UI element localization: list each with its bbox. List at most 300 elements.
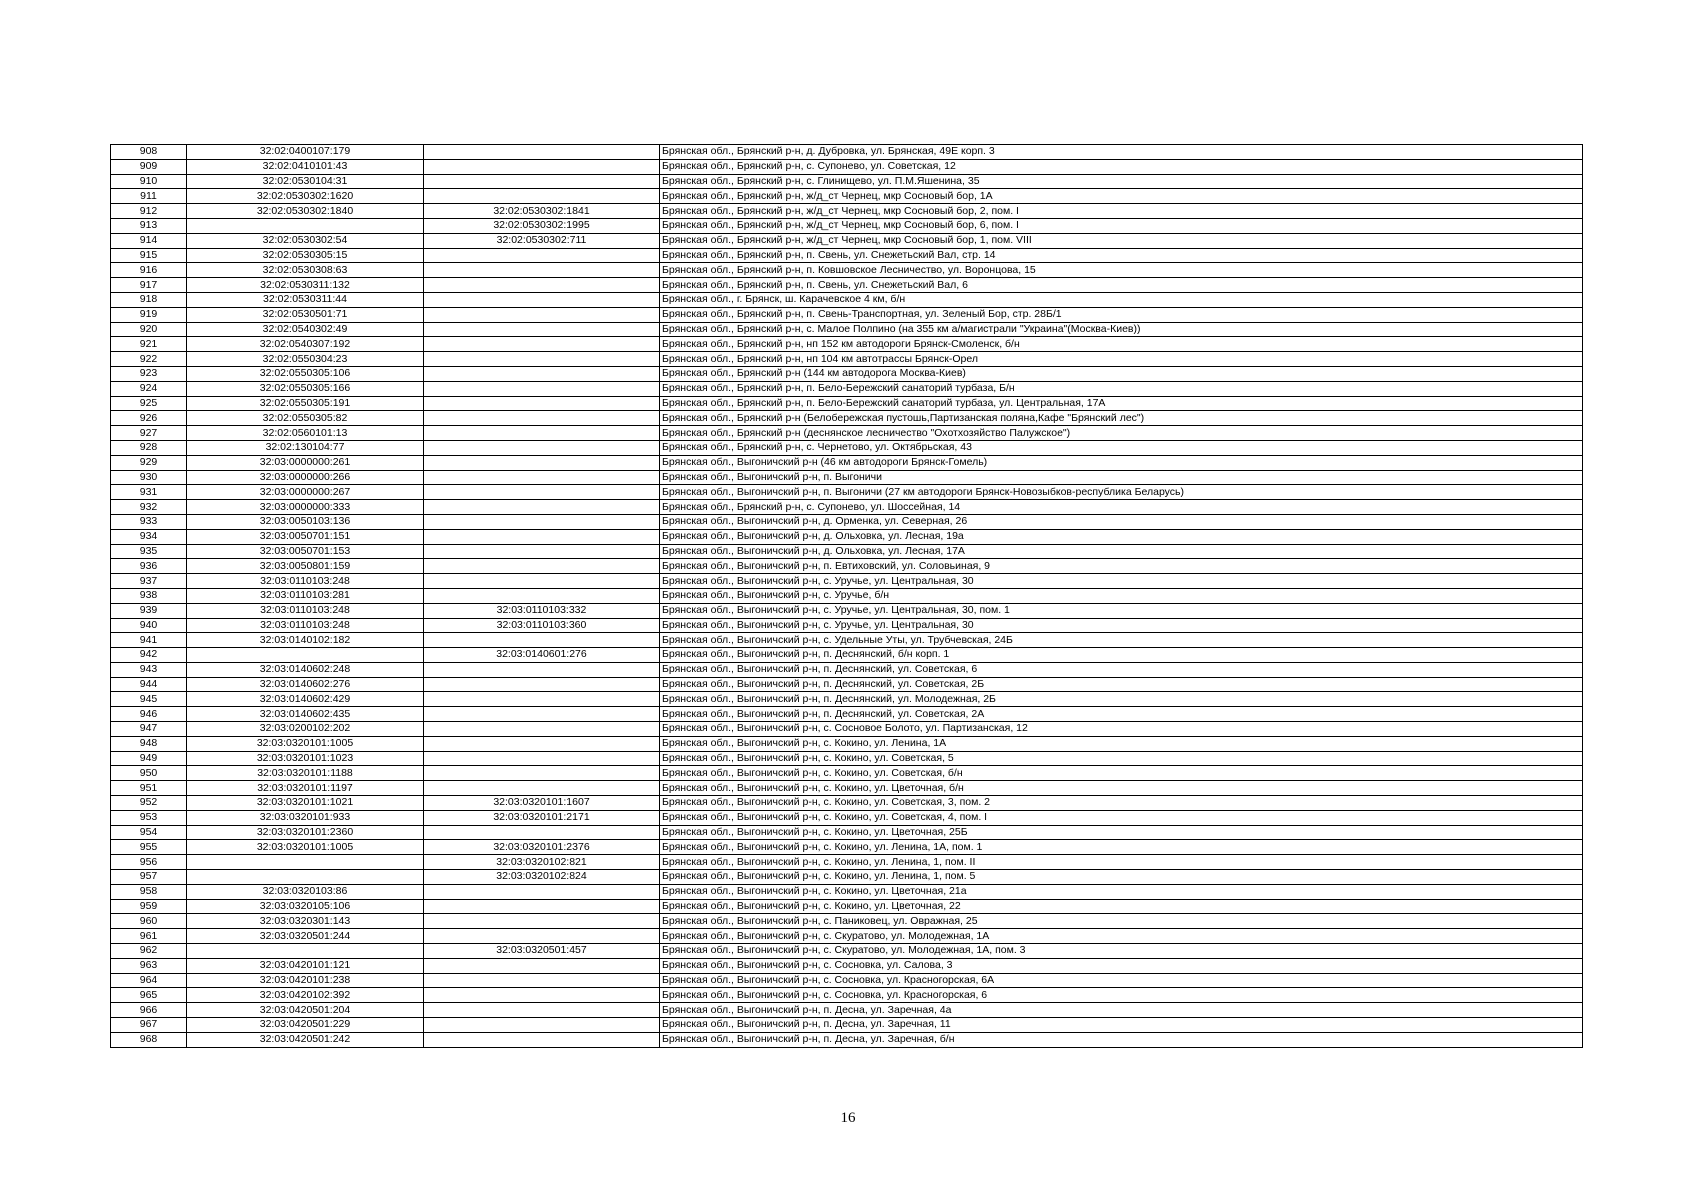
premises-cadastral-number-cell bbox=[424, 766, 660, 781]
table-row bbox=[111, 736, 1583, 751]
cadastral-number-cell: 32:02:0530501:71 bbox=[187, 307, 424, 322]
premises-cadastral-number-cell bbox=[424, 988, 660, 1003]
cadastral-number-cell: 32:02:0550305:191 bbox=[187, 396, 424, 411]
premises-cadastral-number-cell bbox=[424, 899, 660, 914]
row-number-cell: 963 bbox=[111, 958, 187, 973]
cadastral-number-cell bbox=[187, 218, 424, 233]
row-number-cell: 919 bbox=[111, 307, 187, 322]
address-cell: Брянская обл., Брянский р-н, с. Малое Полпино (на 355 км а/магистрали "Украина"(Москва-Киев)) bbox=[660, 322, 1583, 337]
cadastral-number-cell: 32:02:0560101:13 bbox=[187, 426, 424, 441]
row-number-cell: 933 bbox=[111, 514, 187, 529]
row-number-cell: 950 bbox=[111, 766, 187, 781]
table-row bbox=[111, 574, 1583, 589]
address-cell: Брянская обл., Выгоничский р-н, с. Сосновка, ул. Красногорская, 6 bbox=[660, 988, 1583, 1003]
cadastral-number-cell: 32:03:0320103:86 bbox=[187, 884, 424, 899]
row-number-cell: 958 bbox=[111, 884, 187, 899]
premises-cadastral-number-cell bbox=[424, 544, 660, 559]
table-row bbox=[111, 500, 1583, 515]
cadastral-number-cell: 32:03:0320101:1021 bbox=[187, 796, 424, 811]
address-cell: Брянская обл., Выгоничский р-н, д. Орменка, ул. Северная, 26 bbox=[660, 514, 1583, 529]
table-row bbox=[111, 278, 1583, 293]
table-row bbox=[111, 618, 1583, 633]
premises-cadastral-number-cell bbox=[424, 662, 660, 677]
cadastral-number-cell: 32:03:0110103:281 bbox=[187, 588, 424, 603]
table-row bbox=[111, 559, 1583, 574]
row-number-cell: 924 bbox=[111, 381, 187, 396]
table-row bbox=[111, 692, 1583, 707]
row-number-cell: 908 bbox=[111, 145, 187, 160]
premises-cadastral-number-cell bbox=[424, 292, 660, 307]
cadastral-number-cell: 32:03:0320101:1197 bbox=[187, 781, 424, 796]
page-number: 16 bbox=[840, 1110, 856, 1126]
cadastral-number-cell: 32:03:0000000:266 bbox=[187, 470, 424, 485]
cadastral-number-cell bbox=[187, 870, 424, 885]
cadastral-number-cell: 32:02:0540307:192 bbox=[187, 337, 424, 352]
address-cell: Брянская обл., Выгоничский р-н, с. Кокино, ул. Цветочная, б/н bbox=[660, 781, 1583, 796]
table-row bbox=[111, 145, 1583, 160]
address-cell: Брянская обл., Выгоничский р-н, д. Ольховка, ул. Лесная, 19а bbox=[660, 529, 1583, 544]
address-cell: Брянская обл., Брянский р-н, ж/д_ст Чернец, мкр Сосновый бор, 2, пом. I bbox=[660, 204, 1583, 219]
row-number-cell: 934 bbox=[111, 529, 187, 544]
table-row bbox=[111, 662, 1583, 677]
premises-cadastral-number-cell: 32:03:0320101:2171 bbox=[424, 810, 660, 825]
cadastral-number-cell: 32:03:0420501:204 bbox=[187, 1003, 424, 1018]
row-number-cell: 955 bbox=[111, 840, 187, 855]
row-number-cell: 923 bbox=[111, 366, 187, 381]
address-cell: Брянская обл., Брянский р-н, д. Дубровка, ул. Брянская, 49Е корп. 3 bbox=[660, 145, 1583, 160]
cadastral-number-cell: 32:02:0530302:1620 bbox=[187, 189, 424, 204]
cadastral-number-cell: 32:02:0530311:132 bbox=[187, 278, 424, 293]
table-row bbox=[111, 381, 1583, 396]
address-cell: Брянская обл., Выгоничский р-н, с. Кокино, ул. Цветочная, 25Б bbox=[660, 825, 1583, 840]
table-row bbox=[111, 914, 1583, 929]
row-number-cell: 965 bbox=[111, 988, 187, 1003]
address-cell: Брянская обл., Выгоничский р-н, с. Сосновка, ул. Красногорская, 6А bbox=[660, 973, 1583, 988]
table-row bbox=[111, 677, 1583, 692]
address-cell: Брянская обл., Брянский р-н (144 км автодорога Москва-Киев) bbox=[660, 366, 1583, 381]
premises-cadastral-number-cell bbox=[424, 588, 660, 603]
cadastral-number-cell: 32:03:0000000:267 bbox=[187, 485, 424, 500]
cadastral-number-cell: 32:03:0140602:435 bbox=[187, 707, 424, 722]
premises-cadastral-number-cell bbox=[424, 929, 660, 944]
address-cell: Брянская обл., Брянский р-н (Белобережская пустошь,Партизанская поляна,Кафе "Брянский лес") bbox=[660, 411, 1583, 426]
row-number-cell: 937 bbox=[111, 574, 187, 589]
address-cell: Брянская обл., Брянский р-н, п. Свень-Транспортная, ул. Зеленый Бор, стр. 28Б/1 bbox=[660, 307, 1583, 322]
address-cell: Брянская обл., Выгоничский р-н, п. Выгоничи bbox=[660, 470, 1583, 485]
row-number-cell: 915 bbox=[111, 248, 187, 263]
premises-cadastral-number-cell bbox=[424, 1003, 660, 1018]
cadastral-number-cell: 32:02:0410101:43 bbox=[187, 159, 424, 174]
cadastral-number-cell: 32:03:0420501:242 bbox=[187, 1032, 424, 1047]
table-row bbox=[111, 855, 1583, 870]
address-cell: Брянская обл., Выгоничский р-н, с. Уручье, б/н bbox=[660, 588, 1583, 603]
row-number-cell: 920 bbox=[111, 322, 187, 337]
premises-cadastral-number-cell bbox=[424, 914, 660, 929]
table-row bbox=[111, 174, 1583, 189]
table-row bbox=[111, 958, 1583, 973]
cadastral-number-cell: 32:03:0140602:429 bbox=[187, 692, 424, 707]
row-number-cell: 926 bbox=[111, 411, 187, 426]
cadastral-number-cell: 32:03:0140102:182 bbox=[187, 633, 424, 648]
cadastral-number-cell: 32:02:0550304:23 bbox=[187, 352, 424, 367]
address-cell: Брянская обл., Выгоничский р-н, с. Кокино, ул. Ленина, 1А, пом. 1 bbox=[660, 840, 1583, 855]
premises-cadastral-number-cell bbox=[424, 440, 660, 455]
cadastral-number-cell: 32:03:0050103:136 bbox=[187, 514, 424, 529]
address-cell: Брянская обл., Выгоничский р-н, с. Скуратово, ул. Молодежная, 1А bbox=[660, 929, 1583, 944]
premises-cadastral-number-cell bbox=[424, 574, 660, 589]
row-number-cell: 928 bbox=[111, 440, 187, 455]
table-row bbox=[111, 263, 1583, 278]
table-row bbox=[111, 292, 1583, 307]
table-row bbox=[111, 544, 1583, 559]
address-cell: Брянская обл., Выгоничский р-н, с. Уручье, ул. Центральная, 30, пом. 1 bbox=[660, 603, 1583, 618]
row-number-cell: 956 bbox=[111, 855, 187, 870]
cadastral-number-cell: 32:02:0530308:63 bbox=[187, 263, 424, 278]
table-row bbox=[111, 603, 1583, 618]
cadastral-number-cell: 32:02:0530302:54 bbox=[187, 233, 424, 248]
premises-cadastral-number-cell: 32:03:0110103:332 bbox=[424, 603, 660, 618]
row-number-cell: 946 bbox=[111, 707, 187, 722]
address-cell: Брянская обл., г. Брянск, ш. Карачевское 4 км, б/н bbox=[660, 292, 1583, 307]
row-number-cell: 913 bbox=[111, 218, 187, 233]
table-row bbox=[111, 870, 1583, 885]
row-number-cell: 966 bbox=[111, 1003, 187, 1018]
address-cell: Брянская обл., Выгоничский р-н, с. Кокино, ул. Советская, 5 bbox=[660, 751, 1583, 766]
address-cell: Брянская обл., Выгоничский р-н, п. Деснянский, ул. Советская, 2А bbox=[660, 707, 1583, 722]
row-number-cell: 968 bbox=[111, 1032, 187, 1047]
table-row bbox=[111, 1018, 1583, 1033]
premises-cadastral-number-cell bbox=[424, 381, 660, 396]
table-row bbox=[111, 366, 1583, 381]
premises-cadastral-number-cell: 32:03:0320501:457 bbox=[424, 944, 660, 959]
row-number-cell: 948 bbox=[111, 736, 187, 751]
cadastral-number-cell: 32:03:0320105:106 bbox=[187, 899, 424, 914]
premises-cadastral-number-cell: 32:02:0530302:1841 bbox=[424, 204, 660, 219]
row-number-cell: 916 bbox=[111, 263, 187, 278]
address-cell: Брянская обл., Брянский р-н, нп 152 км автодороги Брянск-Смоленск, б/н bbox=[660, 337, 1583, 352]
row-number-cell: 952 bbox=[111, 796, 187, 811]
cadastral-number-cell: 32:03:0200102:202 bbox=[187, 722, 424, 737]
table-row bbox=[111, 218, 1583, 233]
premises-cadastral-number-cell bbox=[424, 529, 660, 544]
premises-cadastral-number-cell bbox=[424, 884, 660, 899]
row-number-cell: 951 bbox=[111, 781, 187, 796]
table-row bbox=[111, 1032, 1583, 1047]
table-row bbox=[111, 781, 1583, 796]
table-row bbox=[111, 899, 1583, 914]
premises-cadastral-number-cell bbox=[424, 559, 660, 574]
premises-cadastral-number-cell: 32:02:0530302:711 bbox=[424, 233, 660, 248]
cadastral-number-cell: 32:03:0320101:1023 bbox=[187, 751, 424, 766]
row-number-cell: 957 bbox=[111, 870, 187, 885]
premises-cadastral-number-cell bbox=[424, 248, 660, 263]
row-number-cell: 918 bbox=[111, 292, 187, 307]
address-cell: Брянская обл., Выгоничский р-н, п. Десна, ул. Заречная, 4а bbox=[660, 1003, 1583, 1018]
premises-cadastral-number-cell: 32:02:0530302:1995 bbox=[424, 218, 660, 233]
table-row bbox=[111, 411, 1583, 426]
address-cell: Брянская обл., Выгоничский р-н, с. Сосновка, ул. Салова, 3 bbox=[660, 958, 1583, 973]
row-number-cell: 954 bbox=[111, 825, 187, 840]
table-row bbox=[111, 751, 1583, 766]
address-cell: Брянская обл., Выгоничский р-н, п. Евтиховский, ул. Соловьиная, 9 bbox=[660, 559, 1583, 574]
row-number-cell: 938 bbox=[111, 588, 187, 603]
table-row bbox=[111, 352, 1583, 367]
cadastral-number-cell: 32:03:0320501:244 bbox=[187, 929, 424, 944]
premises-cadastral-number-cell bbox=[424, 677, 660, 692]
premises-cadastral-number-cell: 32:03:0140601:276 bbox=[424, 648, 660, 663]
table-row bbox=[111, 307, 1583, 322]
address-cell: Брянская обл., Выгоничский р-н, п. Десна, ул. Заречная, б/н bbox=[660, 1032, 1583, 1047]
address-cell: Брянская обл., Выгоничский р-н, п. Деснянский, ул. Советская, 6 bbox=[660, 662, 1583, 677]
cadastral-number-cell: 32:03:0050701:151 bbox=[187, 529, 424, 544]
table-row bbox=[111, 248, 1583, 263]
row-number-cell: 940 bbox=[111, 618, 187, 633]
premises-cadastral-number-cell bbox=[424, 1032, 660, 1047]
cadastral-number-cell: 32:03:0110103:248 bbox=[187, 618, 424, 633]
premises-cadastral-number-cell bbox=[424, 825, 660, 840]
row-number-cell: 941 bbox=[111, 633, 187, 648]
row-number-cell: 931 bbox=[111, 485, 187, 500]
row-number-cell: 962 bbox=[111, 944, 187, 959]
premises-cadastral-number-cell bbox=[424, 426, 660, 441]
cadastral-number-cell: 32:02:0540302:49 bbox=[187, 322, 424, 337]
cadastral-number-cell bbox=[187, 855, 424, 870]
address-cell: Брянская обл., Выгоничский р-н, с. Удельные Уты, ул. Трубчевская, 24Б bbox=[660, 633, 1583, 648]
premises-cadastral-number-cell: 32:03:0320101:2376 bbox=[424, 840, 660, 855]
table-row bbox=[111, 722, 1583, 737]
row-number-cell: 912 bbox=[111, 204, 187, 219]
table-row bbox=[111, 189, 1583, 204]
row-number-cell: 961 bbox=[111, 929, 187, 944]
cadastral-number-cell: 32:02:0400107:179 bbox=[187, 145, 424, 160]
address-cell: Брянская обл., Выгоничский р-н, п. Деснянский, б/н корп. 1 bbox=[660, 648, 1583, 663]
cadastral-number-cell: 32:02:0550305:166 bbox=[187, 381, 424, 396]
table-row bbox=[111, 988, 1583, 1003]
premises-cadastral-number-cell bbox=[424, 692, 660, 707]
table-row bbox=[111, 884, 1583, 899]
row-number-cell: 925 bbox=[111, 396, 187, 411]
cadastral-number-cell: 32:03:0320101:1188 bbox=[187, 766, 424, 781]
table-row bbox=[111, 810, 1583, 825]
row-number-cell: 939 bbox=[111, 603, 187, 618]
row-number-cell: 959 bbox=[111, 899, 187, 914]
table-row bbox=[111, 648, 1583, 663]
address-cell: Брянская обл., Брянский р-н, п. Ковшовское Лесничество, ул. Воронцова, 15 bbox=[660, 263, 1583, 278]
table-row bbox=[111, 766, 1583, 781]
cadastral-number-cell: 32:02:130104:77 bbox=[187, 440, 424, 455]
address-cell: Брянская обл., Выгоничский р-н, с. Кокино, ул. Цветочная, 21а bbox=[660, 884, 1583, 899]
premises-cadastral-number-cell bbox=[424, 145, 660, 160]
table-row bbox=[111, 514, 1583, 529]
table-row bbox=[111, 633, 1583, 648]
premises-cadastral-number-cell bbox=[424, 470, 660, 485]
table-row bbox=[111, 396, 1583, 411]
address-cell: Брянская обл., Выгоничский р-н, п. Деснянский, ул. Советская, 2Б bbox=[660, 677, 1583, 692]
table-body bbox=[111, 145, 1583, 1048]
premises-cadastral-number-cell bbox=[424, 455, 660, 470]
address-cell: Брянская обл., Брянский р-н, п. Свень, ул. Снежетьский Вал, 6 bbox=[660, 278, 1583, 293]
premises-cadastral-number-cell bbox=[424, 485, 660, 500]
address-cell: Брянская обл., Брянский р-н, нп 104 км автотрассы Брянск-Орел bbox=[660, 352, 1583, 367]
cadastral-number-cell: 32:03:0000000:333 bbox=[187, 500, 424, 515]
cadastral-number-cell: 32:03:0050801:159 bbox=[187, 559, 424, 574]
premises-cadastral-number-cell bbox=[424, 396, 660, 411]
row-number-cell: 911 bbox=[111, 189, 187, 204]
cadastral-number-cell: 32:03:0420501:229 bbox=[187, 1018, 424, 1033]
address-cell: Брянская обл., Брянский р-н, с. Глинищево, ул. П.М.Яшенина, 35 bbox=[660, 174, 1583, 189]
cadastral-number-cell: 32:02:0530311:44 bbox=[187, 292, 424, 307]
cadastral-number-cell: 32:03:0110103:248 bbox=[187, 603, 424, 618]
premises-cadastral-number-cell: 32:03:0320101:1607 bbox=[424, 796, 660, 811]
row-number-cell: 943 bbox=[111, 662, 187, 677]
table-row bbox=[111, 840, 1583, 855]
premises-cadastral-number-cell bbox=[424, 958, 660, 973]
table-row bbox=[111, 944, 1583, 959]
cadastral-number-cell: 32:03:0420101:121 bbox=[187, 958, 424, 973]
premises-cadastral-number-cell bbox=[424, 366, 660, 381]
premises-cadastral-number-cell bbox=[424, 1018, 660, 1033]
table-row bbox=[111, 337, 1583, 352]
cadastral-number-cell: 32:03:0320101:2360 bbox=[187, 825, 424, 840]
cadastral-number-cell: 32:03:0320101:933 bbox=[187, 810, 424, 825]
address-cell: Брянская обл., Брянский р-н, ж/д_ст Чернец, мкр Сосновый бор, 1, пом. VIII bbox=[660, 233, 1583, 248]
address-cell: Брянская обл., Выгоничский р-н, п. Выгоничи (27 км автодороги Брянск-Новозыбков-республика Беларусь) bbox=[660, 485, 1583, 500]
table-row bbox=[111, 1003, 1583, 1018]
table-row bbox=[111, 973, 1583, 988]
premises-cadastral-number-cell: 32:03:0320102:821 bbox=[424, 855, 660, 870]
address-cell: Брянская обл., Выгоничский р-н, д. Ольховка, ул. Лесная, 17А bbox=[660, 544, 1583, 559]
cadastral-number-cell: 32:03:0050701:153 bbox=[187, 544, 424, 559]
address-cell: Брянская обл., Брянский р-н, с. Супонево, ул. Шоссейная, 14 bbox=[660, 500, 1583, 515]
table-row bbox=[111, 455, 1583, 470]
address-cell: Брянская обл., Выгоничский р-н, с. Скуратово, ул. Молодежная, 1А, пом. 3 bbox=[660, 944, 1583, 959]
row-number-cell: 914 bbox=[111, 233, 187, 248]
row-number-cell: 936 bbox=[111, 559, 187, 574]
premises-cadastral-number-cell bbox=[424, 751, 660, 766]
premises-cadastral-number-cell bbox=[424, 633, 660, 648]
row-number-cell: 930 bbox=[111, 470, 187, 485]
row-number-cell: 935 bbox=[111, 544, 187, 559]
cadastral-number-cell: 32:02:0530305:15 bbox=[187, 248, 424, 263]
premises-cadastral-number-cell bbox=[424, 514, 660, 529]
row-number-cell: 922 bbox=[111, 352, 187, 367]
row-number-cell: 964 bbox=[111, 973, 187, 988]
address-cell: Брянская обл., Брянский р-н, ж/д_ст Чернец, мкр Сосновый бор, 1А bbox=[660, 189, 1583, 204]
address-cell: Брянская обл., Выгоничский р-н, с. Кокино, ул. Советская, 4, пом. I bbox=[660, 810, 1583, 825]
cadastral-number-cell: 32:03:0140602:248 bbox=[187, 662, 424, 677]
table-row bbox=[111, 426, 1583, 441]
cadastral-number-cell: 32:03:0420102:392 bbox=[187, 988, 424, 1003]
table-row bbox=[111, 440, 1583, 455]
premises-cadastral-number-cell bbox=[424, 500, 660, 515]
address-cell: Брянская обл., Выгоничский р-н, с. Кокино, ул. Советская, 3, пом. 2 bbox=[660, 796, 1583, 811]
premises-cadastral-number-cell bbox=[424, 707, 660, 722]
address-cell: Брянская обл., Брянский р-н (деснянское лесничество "Охотхозяйство Палужское") bbox=[660, 426, 1583, 441]
cadastral-number-cell: 32:03:0320101:1005 bbox=[187, 736, 424, 751]
row-number-cell: 942 bbox=[111, 648, 187, 663]
premises-cadastral-number-cell bbox=[424, 781, 660, 796]
address-cell: Брянская обл., Выгоничский р-н, с. Кокино, ул. Цветочная, 22 bbox=[660, 899, 1583, 914]
address-cell: Брянская обл., Выгоничский р-н, п. Десна, ул. Заречная, 11 bbox=[660, 1018, 1583, 1033]
premises-cadastral-number-cell bbox=[424, 307, 660, 322]
address-cell: Брянская обл., Выгоничский р-н (46 км автодороги Брянск-Гомель) bbox=[660, 455, 1583, 470]
cadastral-number-cell: 32:03:0140602:276 bbox=[187, 677, 424, 692]
cadastral-number-cell: 32:03:0420101:238 bbox=[187, 973, 424, 988]
address-cell: Брянская обл., Брянский р-н, п. Свень, ул. Снежетьский Вал, стр. 14 bbox=[660, 248, 1583, 263]
cadastral-number-cell: 32:03:0000000:261 bbox=[187, 455, 424, 470]
premises-cadastral-number-cell bbox=[424, 352, 660, 367]
table-row bbox=[111, 233, 1583, 248]
table-row bbox=[111, 588, 1583, 603]
table-row bbox=[111, 159, 1583, 174]
table-row bbox=[111, 485, 1583, 500]
table-row bbox=[111, 825, 1583, 840]
row-number-cell: 953 bbox=[111, 810, 187, 825]
table-row bbox=[111, 796, 1583, 811]
address-cell: Брянская обл., Выгоничский р-н, с. Уручье, ул. Центральная, 30 bbox=[660, 574, 1583, 589]
address-cell: Брянская обл., Выгоничский р-н, с. Кокино, ул. Советская, б/н bbox=[660, 766, 1583, 781]
cadastral-number-cell: 32:02:0550305:106 bbox=[187, 366, 424, 381]
table-row bbox=[111, 707, 1583, 722]
address-cell: Брянская обл., Выгоничский р-н, с. Уручье, ул. Центральная, 30 bbox=[660, 618, 1583, 633]
premises-cadastral-number-cell bbox=[424, 174, 660, 189]
row-number-cell: 927 bbox=[111, 426, 187, 441]
address-cell: Брянская обл., Выгоничский р-н, п. Деснянский, ул. Молодежная, 2Б bbox=[660, 692, 1583, 707]
premises-cadastral-number-cell bbox=[424, 322, 660, 337]
premises-cadastral-number-cell bbox=[424, 278, 660, 293]
cadastral-number-cell bbox=[187, 648, 424, 663]
cadastral-number-cell: 32:02:0550305:82 bbox=[187, 411, 424, 426]
address-cell: Брянская обл., Брянский р-н, ж/д_ст Чернец, мкр Сосновый бор, 6, пом. I bbox=[660, 218, 1583, 233]
cadastral-number-cell: 32:02:0530104:31 bbox=[187, 174, 424, 189]
row-number-cell: 921 bbox=[111, 337, 187, 352]
premises-cadastral-number-cell bbox=[424, 159, 660, 174]
address-cell: Брянская обл., Выгоничский р-н, с. Сосновое Болото, ул. Партизанская, 12 bbox=[660, 722, 1583, 737]
table-row bbox=[111, 470, 1583, 485]
address-cell: Брянская обл., Брянский р-н, с. Супонево, ул. Советская, 12 bbox=[660, 159, 1583, 174]
premises-cadastral-number-cell bbox=[424, 263, 660, 278]
address-cell: Брянская обл., Выгоничский р-н, с. Паниковец, ул. Овражная, 25 bbox=[660, 914, 1583, 929]
row-number-cell: 947 bbox=[111, 722, 187, 737]
premises-cadastral-number-cell: 32:03:0110103:360 bbox=[424, 618, 660, 633]
premises-cadastral-number-cell bbox=[424, 973, 660, 988]
row-number-cell: 945 bbox=[111, 692, 187, 707]
address-cell: Брянская обл., Выгоничский р-н, с. Кокино, ул. Ленина, 1, пом. II bbox=[660, 855, 1583, 870]
premises-cadastral-number-cell: 32:03:0320102:824 bbox=[424, 870, 660, 885]
address-cell: Брянская обл., Брянский р-н, с. Чернетово, ул. Октябрьская, 43 bbox=[660, 440, 1583, 455]
table-row bbox=[111, 529, 1583, 544]
row-number-cell: 967 bbox=[111, 1018, 187, 1033]
premises-cadastral-number-cell bbox=[424, 722, 660, 737]
premises-cadastral-number-cell bbox=[424, 411, 660, 426]
table-row bbox=[111, 204, 1583, 219]
cadastral-number-cell: 32:03:0110103:248 bbox=[187, 574, 424, 589]
row-number-cell: 960 bbox=[111, 914, 187, 929]
cadastral-table bbox=[110, 144, 1583, 1048]
address-cell: Брянская обл., Брянский р-н, п. Бело-Бережский санаторий турбаза, Б/н bbox=[660, 381, 1583, 396]
row-number-cell: 909 bbox=[111, 159, 187, 174]
row-number-cell: 929 bbox=[111, 455, 187, 470]
premises-cadastral-number-cell bbox=[424, 736, 660, 751]
row-number-cell: 910 bbox=[111, 174, 187, 189]
cadastral-number-cell: 32:02:0530302:1840 bbox=[187, 204, 424, 219]
row-number-cell: 932 bbox=[111, 500, 187, 515]
premises-cadastral-number-cell bbox=[424, 189, 660, 204]
address-cell: Брянская обл., Брянский р-н, п. Бело-Бережский санаторий турбаза, ул. Центральная, 17А bbox=[660, 396, 1583, 411]
premises-cadastral-number-cell bbox=[424, 337, 660, 352]
table-row bbox=[111, 929, 1583, 944]
row-number-cell: 944 bbox=[111, 677, 187, 692]
